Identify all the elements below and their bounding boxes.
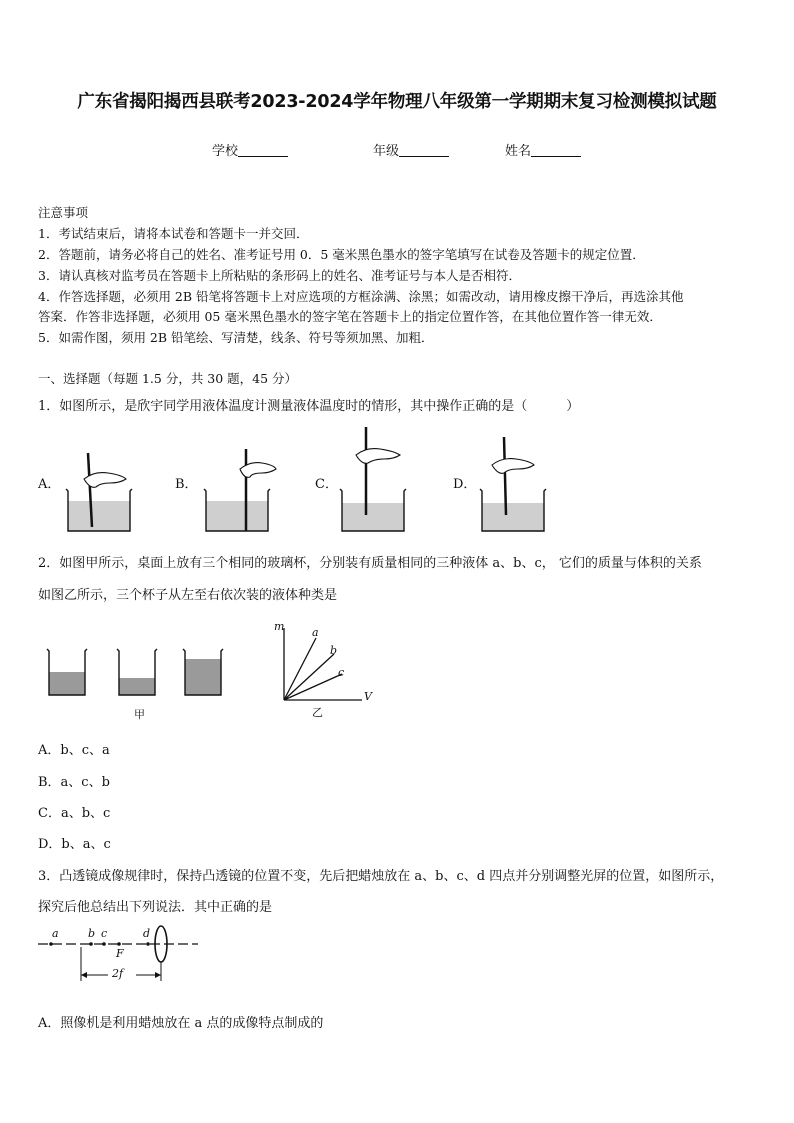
grade-label: 年级 [373, 144, 400, 159]
note-item: 4．作答选择题，必须用 2B 铅笔将答题卡上对应选项的方框涂满、涂黑；如需改动，请用橡皮擦干净后，再选涂其他 [38, 289, 684, 304]
page-title: 广东省揭阳揭西县联考2023-2024学年物理八年级第一学期期末复习检测模拟试题 [77, 92, 717, 112]
name-blank [531, 143, 581, 157]
name-field [505, 140, 581, 159]
question-3-stem-line2: 探究后他总结出下列说法．其中正确的是 [38, 900, 273, 915]
q2-figure-yi-caption: 乙 [312, 706, 323, 719]
note-item: 5．如需作图，须用 2B 铅笔绘、写清楚，线条、符号等须加黑、加粗． [38, 330, 434, 345]
q3-point-c: c [101, 927, 108, 940]
q2-axis-m: m [274, 620, 285, 633]
grade-field [373, 140, 449, 159]
question-2-stem-line2: 如图乙所示，三个杯子从左至右依次装的液体种类是 [38, 588, 338, 603]
q2-line-b-label: b [330, 644, 338, 657]
notes-heading: 注意事项 [38, 205, 89, 220]
q2-axis-v: V [364, 690, 372, 703]
q1-option-b-label: B． [175, 477, 198, 492]
note-item: 1．考试结束后，请将本试卷和答题卡一并交回． [38, 226, 309, 241]
q2-option-b: B．a、c、b [38, 775, 110, 790]
question-1-stem: 1．如图所示，是欣宇同学用液体温度计测量液体温度时的情形，其中操作正确的是（ ） [38, 399, 580, 414]
school-field [212, 140, 288, 159]
q3-point-d: d [143, 927, 151, 940]
section-heading: 一、选择题（每题 1.5 分，共 30 题，45 分） [38, 371, 298, 386]
q2-figure-jia-caption: 甲 [134, 708, 145, 721]
grade-blank [399, 143, 449, 157]
q2-line-a-label: a [312, 626, 319, 639]
q2-option-c: C．a、b、c [38, 806, 111, 821]
q3-point-a: a [52, 927, 59, 940]
note-item: 2．答题前，请务必将自己的姓名、准考证号用 0．5 毫米黑色墨水的签字笔填写在试卷及答题卡的规定位置． [38, 247, 645, 262]
q2-figure-yi-graph [270, 620, 380, 725]
school-blank [238, 143, 288, 157]
q1-option-c-label: C． [315, 477, 338, 492]
q1-figure-a [62, 445, 142, 537]
q2-option-a: A．b、c、a [38, 743, 110, 758]
q1-option-a-label: A． [38, 477, 61, 492]
q1-figure-d [476, 435, 556, 537]
q3-option-a: A．照像机是利用蜡烛放在 a 点的成像特点制成的 [38, 1016, 324, 1031]
q2-option-d: D．b、a、c [38, 837, 111, 852]
q3-point-b: b [88, 927, 96, 940]
q1-figure-c [336, 425, 416, 537]
q1-option-d-label: D． [453, 477, 477, 492]
school-label: 学校 [212, 144, 239, 159]
name-label: 姓名 [505, 144, 532, 159]
question-3-stem-line1: 3．凸透镜成像规律时，保持凸透镜的位置不变，先后把蜡烛放在 a、b、c、d 四点并分别调整光屏的位置，如图所示， [38, 869, 724, 884]
question-2-stem-line1: 2．如图甲所示，桌面上放有三个相同的玻璃杯，分别装有质量相同的三种液体 a、b、c， 它们的质量与体积的关系 [38, 556, 702, 571]
note-item: 答案．作答非选择题，必须用 05 毫米黑色墨水的签字笔在答题卡上的指定位置作答，在其他位置作答一律无效． [38, 309, 662, 324]
note-item: 3．请认真核对监考员在答题卡上所粘贴的条形码上的姓名、准考证号与本人是否相符． [38, 268, 521, 283]
q3-focus-label: F [116, 947, 124, 960]
q2-line-c-label: c [338, 666, 345, 679]
q1-figure-b [200, 445, 280, 537]
q3-2f-label: 2f [112, 967, 124, 980]
